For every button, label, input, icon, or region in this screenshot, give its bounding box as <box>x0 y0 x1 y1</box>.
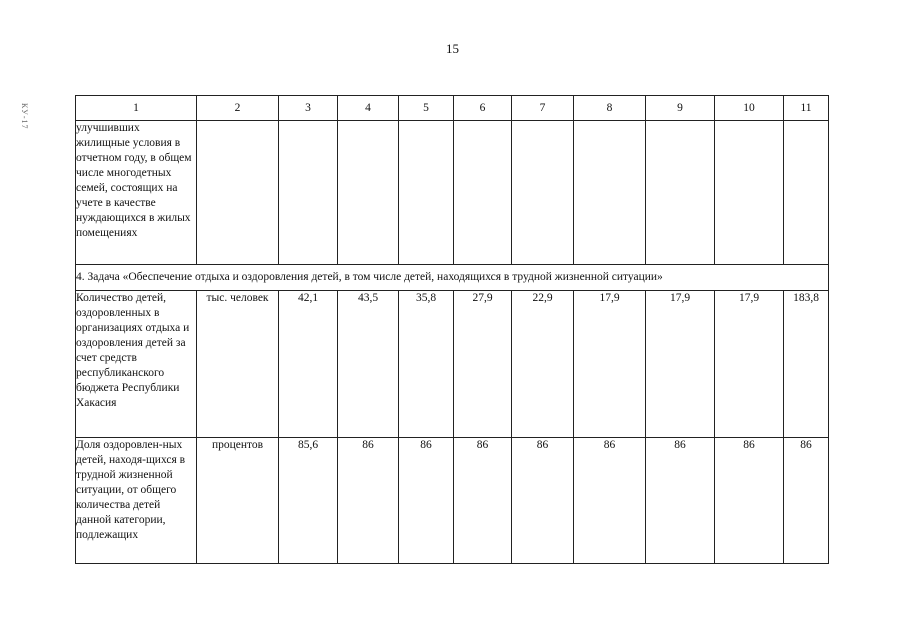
value-cell: 86 <box>784 438 829 564</box>
column-number: 11 <box>784 96 829 121</box>
page-number: 15 <box>446 41 459 56</box>
value-cell: 17,9 <box>715 291 784 438</box>
indicator-label: Доля оздоровлен-ных детей, находя-щихся в трудной жизненной ситуации, от общего количества детей данной категории, подлежащих <box>76 438 197 564</box>
column-number: 3 <box>279 96 338 121</box>
value-cell: 86 <box>454 438 512 564</box>
empty-cell <box>279 121 338 265</box>
empty-cell <box>715 121 784 265</box>
empty-cell <box>784 121 829 265</box>
value-cell: 183,8 <box>784 291 829 438</box>
column-number: 5 <box>399 96 454 121</box>
column-number: 2 <box>197 96 279 121</box>
column-number: 10 <box>715 96 784 121</box>
value-cell: 43,5 <box>338 291 399 438</box>
column-number-row <box>76 96 829 121</box>
section-row <box>76 265 829 291</box>
empty-cell <box>646 121 715 265</box>
value-cell: 86 <box>512 438 574 564</box>
value-cell: 22,9 <box>512 291 574 438</box>
value-cell: 85,6 <box>279 438 338 564</box>
value-cell: 86 <box>646 438 715 564</box>
column-number: 1 <box>76 96 197 121</box>
value-cell: 86 <box>338 438 399 564</box>
empty-cell <box>399 121 454 265</box>
indicators-table <box>75 95 829 564</box>
value-cell: 35,8 <box>399 291 454 438</box>
column-number: 4 <box>338 96 399 121</box>
empty-cell <box>197 121 279 265</box>
empty-cell <box>454 121 512 265</box>
margin-stamp: КУ-17 <box>20 103 29 130</box>
value-cell: 86 <box>574 438 646 564</box>
value-cell: 42,1 <box>279 291 338 438</box>
table-row <box>76 121 829 265</box>
value-cell: 27,9 <box>454 291 512 438</box>
empty-cell <box>512 121 574 265</box>
column-number: 7 <box>512 96 574 121</box>
value-cell: 86 <box>715 438 784 564</box>
unit-cell: тыс. человек <box>197 291 279 438</box>
empty-cell <box>338 121 399 265</box>
column-number: 9 <box>646 96 715 121</box>
empty-cell <box>574 121 646 265</box>
section-heading: 4. Задача «Обеспечение отдыха и оздоровления детей, в том числе детей, находящихся в трудной жизненной ситуации» <box>76 265 829 291</box>
unit-cell: процентов <box>197 438 279 564</box>
value-cell: 86 <box>399 438 454 564</box>
indicator-label: Количество детей, оздоровленных в организациях отдыха и оздоровления детей за счет средств республиканского бюджета Республики Хакасия <box>76 291 197 438</box>
column-number: 6 <box>454 96 512 121</box>
table-row <box>76 438 829 564</box>
indicator-label: улучшивших жилищные условия в отчетном году, в общем числе многодетных семей, состоящих на учете в качестве нуждающихся в жилых помещениях <box>76 121 197 265</box>
column-number: 8 <box>574 96 646 121</box>
value-cell: 17,9 <box>574 291 646 438</box>
value-cell: 17,9 <box>646 291 715 438</box>
table-row <box>76 291 829 438</box>
